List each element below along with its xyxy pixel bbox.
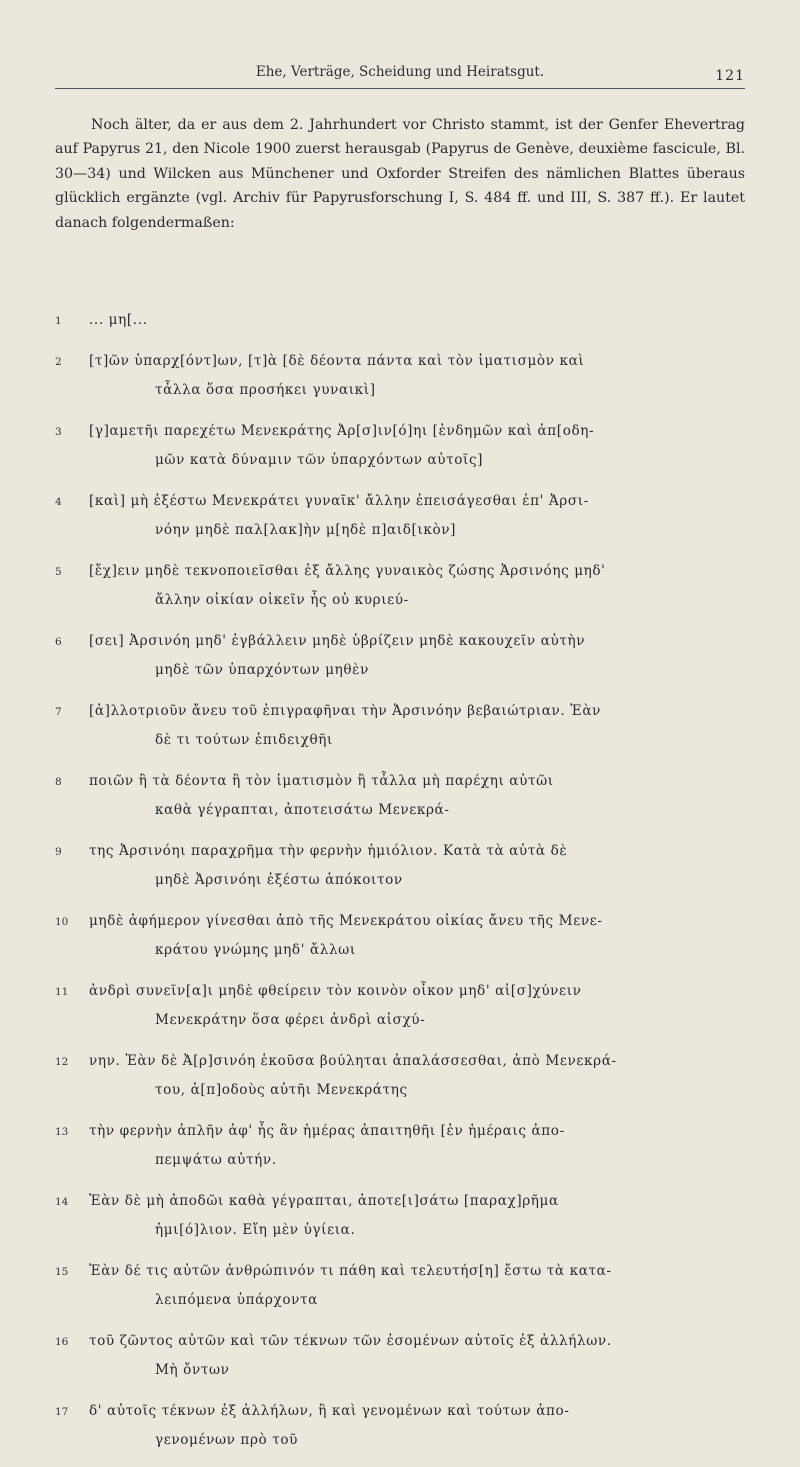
header-rule xyxy=(55,88,745,89)
verse-line xyxy=(55,1047,745,1106)
verse-number: 15 xyxy=(55,1265,69,1278)
verse-continuation: ἡμι[ό]λιον. Εἴη μὲν ὑγίεια. xyxy=(155,1222,356,1238)
verse-line xyxy=(55,697,745,756)
verse-text: Ἐὰν δέ τις αὐτῶν ἀνθρώπινόν τι πάθη καὶ τελευτήσ[η] ἔστω τὰ κατα- xyxy=(89,1262,612,1279)
verse-line xyxy=(55,1257,745,1316)
intro-text: Noch älter, da er aus dem 2. Jahrhundert vor Christo stammt, ist der Genfer Ehevertrag auf Papyrus 21, den Nicole 1900 zuerst herausgab (Papyrus de Genève, deuxième fascicule, Bl. 30—34) und Wilcken aus Münchener und Oxforder Streifen des nämlichen Blattes überaus glücklich ergänzte (vgl. Archiv für Papyrusforschung I, S. 484 ff. und III, S. 387 ff.). Er lautet danach folgendermaßen: xyxy=(55,117,745,231)
running-head xyxy=(55,62,745,86)
verse-line xyxy=(55,487,745,546)
verse-number: 9 xyxy=(55,845,62,858)
verse-text: τὴν φερνὴν ἁπλῆν ἀφ' ἧς ἂν ἡμέρας ἀπαιτηθῆι [ἐν ἡμέραις ἀπο- xyxy=(89,1122,565,1139)
verse-continuation: Μὴ ὄντων xyxy=(155,1362,230,1378)
page-number: 121 xyxy=(715,68,745,84)
papyrus-text xyxy=(55,306,745,1467)
verse-text: ἀνδρὶ συνεῖν[α]ι μηδὲ φθείρειν τὸν κοινὸν οἶκον μηδ' αἰ[σ]χύνειν xyxy=(89,982,582,999)
verse-continuation: μῶν κατὰ δύναμιν τῶν ὑπαρχόντων αὐτοῖς] xyxy=(155,452,484,468)
running-title: Ehe, Verträge, Scheidung und Heiratsgut. xyxy=(255,64,545,80)
verse-number: 4 xyxy=(55,495,62,508)
verse-line xyxy=(55,1397,745,1456)
verse-line xyxy=(55,1187,745,1246)
verse-number: 6 xyxy=(55,635,62,648)
intro-paragraph xyxy=(55,113,745,235)
verse-text: ποιῶν ἢ τὰ δέοντα ἢ τὸν ἱματισμὸν ἢ τἆλλα μὴ παρέχηι αὐτῶι xyxy=(89,772,554,789)
verse-line xyxy=(55,347,745,406)
verse-line xyxy=(55,1117,745,1176)
verse-text: [σει] Ἀρσινόη μηδ' ἐγβάλλειν μηδὲ ὑβρίζειν μηδὲ κακουχεῖν αὐτὴν xyxy=(89,632,586,649)
verse-continuation: μηδὲ τῶν ὑπαρχόντων μηθὲν xyxy=(155,662,369,678)
verse-continuation: δὲ τι τούτων ἐπιδειχθῆι xyxy=(155,732,333,748)
verse-continuation: ἄλλην οἰκίαν οἰκεῖν ἧς οὐ κυριεύ- xyxy=(155,592,409,608)
verse-line xyxy=(55,417,745,476)
verse-line xyxy=(55,977,745,1036)
verse-text: νην. Ἐὰν δὲ Ἀ[ρ]σινόη ἑκοῦσα βούληται ἀπαλάσσεσθαι, ἀπὸ Μενεκρά- xyxy=(89,1052,617,1069)
verse-number: 12 xyxy=(55,1055,69,1068)
verse-text: [καὶ] μὴ ἐξέστω Μενεκράτει γυναῖκ' ἄλλην ἐπεισάγεσθαι ἐπ' Ἀρσι- xyxy=(89,492,589,509)
verse-number: 7 xyxy=(55,705,62,718)
verse-text: [ἔχ]ειν μηδὲ τεκνοποιεῖσθαι ἐξ ἄλλης γυναικὸς ζώσης Ἀρσινόης μηδ' xyxy=(89,562,606,579)
verse-number: 8 xyxy=(55,775,62,788)
verse-text: [γ]αμετῆι παρεχέτω Μενεκράτης Ἀρ[σ]ιν[ό]ηι [ἐνδημῶν καὶ ἀπ[οδη- xyxy=(89,422,595,439)
verse-text: της Ἀρσινόηι παραχρῆμα τὴν φερνὴν ἡμιόλιον. Κατὰ τὰ αὐτὰ δὲ xyxy=(89,842,568,859)
verse-continuation: Μενεκράτην ὅσα φέρει ἀνδρὶ αἰσχύ- xyxy=(155,1012,426,1028)
verse-text: δ' αὐτοῖς τέκνων ἐξ ἀλλήλων, ἢ καὶ γενομένων καὶ τούτων ἀπο- xyxy=(89,1402,570,1419)
verse-continuation: μηδὲ Ἀρσινόηι ἐξέστω ἀπόκοιτον xyxy=(155,872,403,888)
verse-number: 16 xyxy=(55,1335,69,1348)
verse-text: Ἐὰν δὲ μὴ ἀποδῶι καθὰ γέγραπται, ἀποτε[ι]σάτω [παραχ]ρῆμα xyxy=(89,1192,559,1209)
verse-continuation: καθὰ γέγραπται, ἀποτεισάτω Μενεκρά- xyxy=(155,802,450,818)
verse-continuation: τἆλλα ὅσα προσήκει γυναικὶ] xyxy=(155,382,376,398)
verse-number: 11 xyxy=(55,985,69,998)
verse-number: 3 xyxy=(55,425,62,438)
verse-line xyxy=(55,1327,745,1386)
verse-line xyxy=(55,767,745,826)
verse-continuation: νόην μηδὲ παλ[λακ]ὴν μ[ηδὲ π]αιδ[ικὸν] xyxy=(155,522,457,538)
verse-text: ... μη[... xyxy=(89,312,148,328)
verse-number: 5 xyxy=(55,565,62,578)
verse-line xyxy=(55,306,745,336)
verse-line xyxy=(55,627,745,686)
verse-number: 17 xyxy=(55,1405,69,1418)
verse-continuation: πεμψάτω αὐτήν. xyxy=(155,1152,277,1168)
verse-number: 14 xyxy=(55,1195,69,1208)
verse-text: τοῦ ζῶντος αὐτῶν καὶ τῶν τέκνων τῶν ἐσομένων αὐτοῖς ἐξ ἀλλήλων. xyxy=(89,1332,612,1349)
verse-text: [ἀ]λλοτριοῦν ἄνευ τοῦ ἐπιγραφῆναι τὴν Ἀρσινόην βεβαιώτριαν. Ἐὰν xyxy=(89,702,602,719)
verse-continuation: γενομένων πρὸ τοῦ xyxy=(155,1432,299,1448)
verse-text: μηδὲ ἀφήμερον γίνεσθαι ἀπὸ τῆς Μενεκράτου οἰκίας ἄνευ τῆς Μενε- xyxy=(89,912,603,929)
verse-continuation: κράτου γνώμης μηδ' ἄλλωι xyxy=(155,942,356,958)
verse-number: 2 xyxy=(55,355,62,368)
verse-number: 1 xyxy=(55,315,62,327)
verse-continuation: του, ἀ[π]οδοὺς αὐτῆι Μενεκράτης xyxy=(155,1082,408,1098)
verse-line xyxy=(55,837,745,896)
verse-number: 10 xyxy=(55,915,69,928)
verse-line xyxy=(55,907,745,966)
verse-text: [τ]ῶν ὑπαρχ[όντ]ων, [τ]ὰ [δὲ δέοντα πάντα καὶ τὸν ἱματισμὸν καὶ xyxy=(89,352,585,369)
verse-continuation: λειπόμενα ὑπάρχοντα xyxy=(155,1292,318,1308)
verse-number: 13 xyxy=(55,1125,69,1138)
verse-line xyxy=(55,557,745,616)
